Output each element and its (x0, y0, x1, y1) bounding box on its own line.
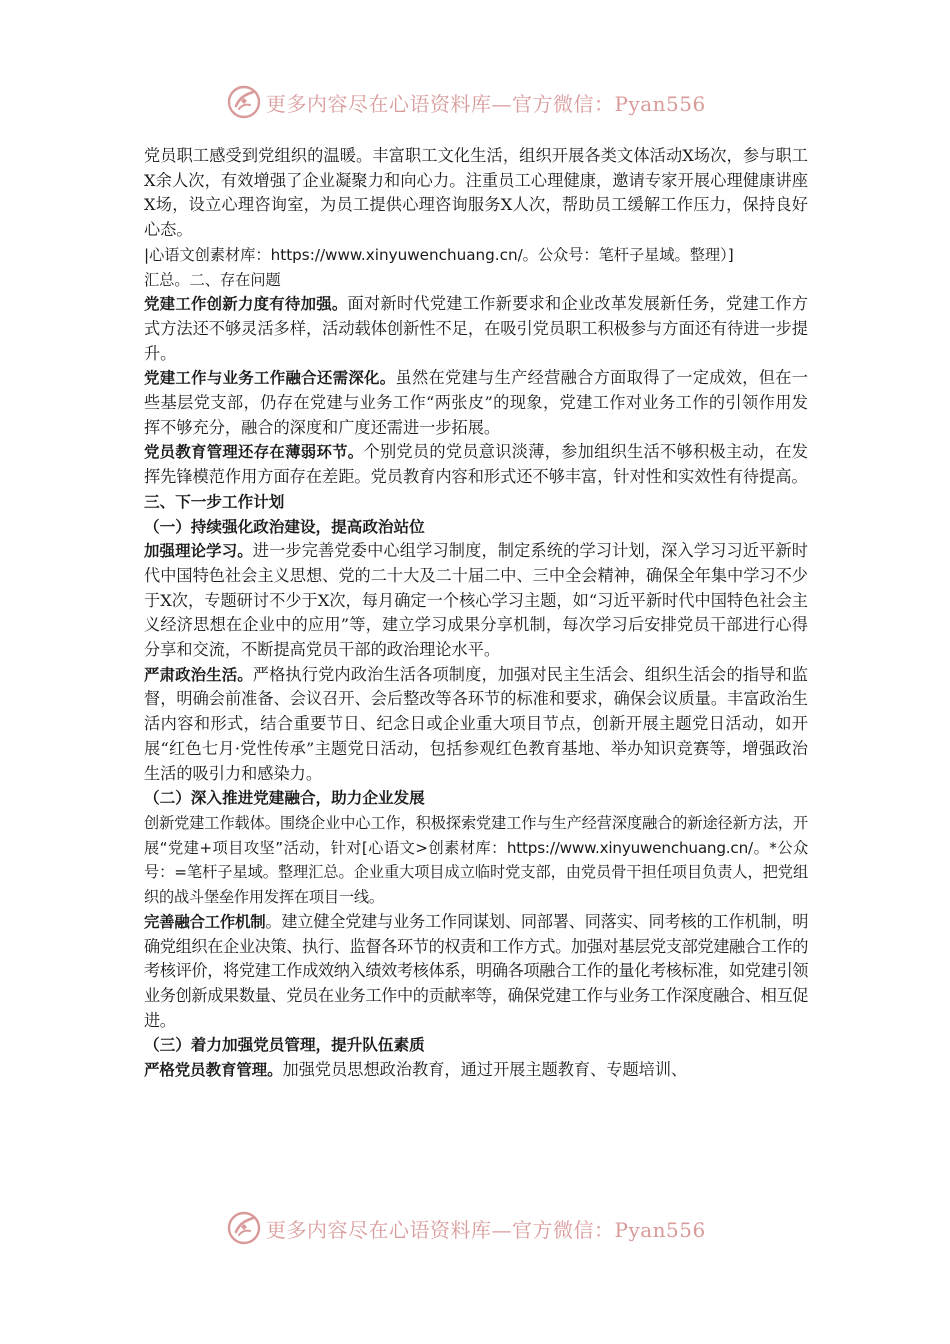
paragraph-text: 虽然在党建与生产经营融合方面取得了一定成效，但在一些基层党支部，仍存在党建与业务工作“两张皮”的现象，党建工作对业务工作的引领作用发挥不够充分，融合的深度和广度还需进一步拓展。 (144, 368, 808, 437)
paragraph: 党员职工感受到党组织的温暖。丰富职工文化生活，组织开展各类文体活动X场次，参与职工X余人次，有效增强了企业凝聚力和向心力。注重员工心理健康，邀请专家开展心理健康讲座X场，设立心理咨询室，为员工提供心理咨询服务X人次，帮助员工缓解工作压力，保持良好心态。 (144, 146, 808, 240)
paragraph-text: 进一步完善党委中心组学习制度，制定系统的学习计划，深入学习习近平新时代中国特色社会主义思想、党的二十大及二十届二中、三中全会精神，确保全年集中学习不少于X次，专题研讨不少于X次，每月确定一个核心学习主题，如“习近平新时代中国特色社会主义经济思想在企业中的应用”等，建立学习成果分享机制，每次学习后安排党员干部进行心得分享和交流，不断提高党员干部的政治理论水平。 (144, 541, 808, 660)
pen-and-heart-logo-icon (226, 1210, 262, 1246)
paragraph-text: 。建立健全党建与业务工作同谋划、同部署、同落实、同考核的工作机制，明确党组织在企业决策、执行、监督各环节的权责和工作方式。加强对基层党支部党建融合工作的考核评价，将党建工作成效纳入绩效考核体系，明确各项融合工作的量化考核标准，如党建引领业务创新成果数量、党员在业务工作中的贡献率等，确保党建工作与业务工作深度融合、相互促进。 (144, 911, 808, 1030)
paragraph-lead: 党建工作与业务工作融合还需深化。 (144, 369, 396, 388)
section-heading: 汇总。二、存在问题 (144, 270, 281, 289)
watermark-banner-top (0, 82, 950, 122)
paragraph-text: 面对新时代党建工作新要求和企业改革发展新任务，党建工作方式方法还不够灵活多样，活动载体创新性不足，在吸引党员职工积极参与方面还有待进一步提升。 (144, 294, 808, 363)
paragraph-lead: 完善融合工作机制 (144, 912, 266, 931)
paragraph (144, 366, 808, 440)
paragraph (144, 910, 808, 1034)
section-heading: 三、下一步工作计划 (144, 492, 285, 511)
paragraph-lead: 党建工作创新力度有待加强。 (144, 295, 348, 314)
subsection-heading: （三）着力加强党员管理，提升队伍素质 (144, 1036, 425, 1055)
paragraph (144, 440, 808, 489)
paragraph (144, 539, 808, 663)
paragraph-lead: 严格党员教育管理。 (144, 1061, 283, 1080)
paragraph-text: 个别党员的党员意识淡薄，参加组织生活不够积极主动，在发挥先锋模范作用方面存在差距。党员教育内容和形式还不够丰富，针对性和实效性有待提高。 (144, 442, 808, 487)
paragraph-lead: 党员教育管理还存在薄弱环节。 (144, 443, 364, 462)
source-note: |心语文创素材库：https://www.xinyuwenchuang.cn/。公众号：笔杆子星域。整理）] (144, 245, 734, 264)
paragraph: 创新党建工作载体。围绕企业中心工作，积极探索党建工作与生产经营深度融合的新途径新方法，开展“党建+项目攻坚”活动，针对[心语文>创素材库：https://www.xinyuwenchuang.cn/。*公众号：=笔杆子星域。整理汇总。企业重大项目成立临时党支部，由党员骨干担任项目负责人，把党组织的战斗堡垒作用发挥在项目一线。 (144, 813, 808, 907)
paragraph (144, 292, 808, 366)
document-body (144, 144, 808, 1083)
paragraph-text: 严格执行党内政治生活各项制度，加强对民主生活会、组织生活会的指导和监督，明确会前准备、会议召开、会后整改等各环节的标准和要求，确保会议质量。丰富政治生活内容和形式，结合重要节日、纪念日或企业重大项目节点，创新开展主题党日活动，如开展“红色七月·党性传承”主题党日活动，包括参观红色教育基地、举办知识竞赛等，增强政治生活的吸引力和感染力。 (144, 664, 808, 783)
subsection-heading: （二）深入推进党建融合，助力企业发展 (144, 789, 425, 808)
paragraph-lead: 加强理论学习。 (144, 542, 253, 561)
subsection-heading: （一）持续强化政治建设，提高政治站位 (144, 517, 425, 536)
paragraph-lead: 严肃政治生活。 (144, 665, 253, 684)
watermark-text: 更多内容尽在心语资料库—官方微信：Pyan556 (266, 1217, 706, 1242)
paragraph (144, 1058, 808, 1083)
watermark-text: 更多内容尽在心语资料库—官方微信：Pyan556 (266, 91, 706, 116)
paragraph-text: 加强党员思想政治教育，通过开展主题教育、专题培训、 (282, 1060, 688, 1080)
watermark-banner-bottom (0, 1208, 950, 1248)
paragraph (144, 663, 808, 787)
pen-and-heart-logo-icon (226, 84, 262, 120)
